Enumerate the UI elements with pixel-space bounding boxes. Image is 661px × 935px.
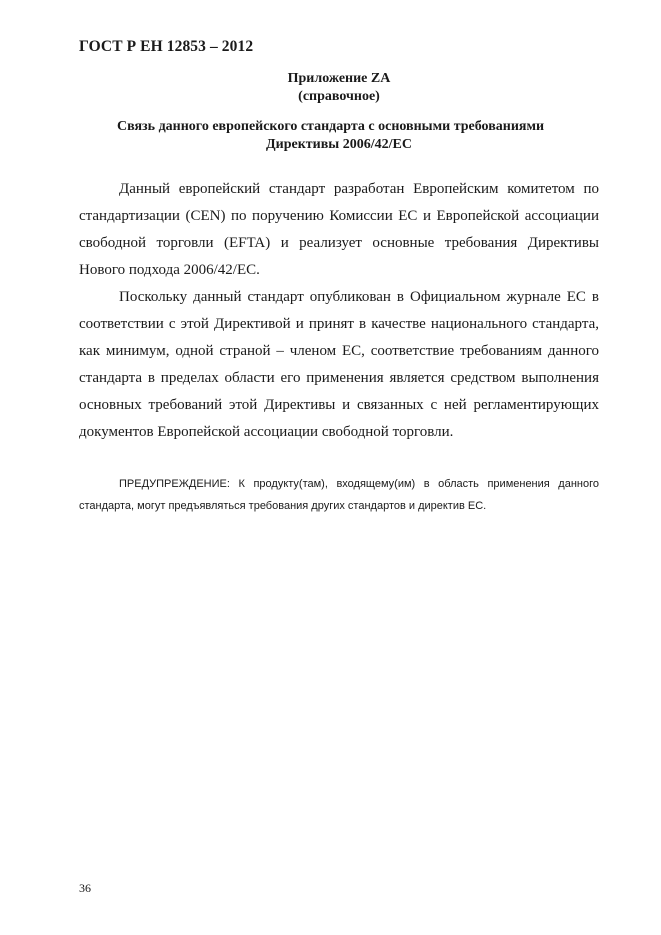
annex-type: (справочное) <box>298 89 380 104</box>
annex-title <box>79 118 599 154</box>
paragraph-1: Данный европейский стандарт разработан Европейским комитетом по стандартизации (CEN) по поручению Комиссии ЕС и Европейской ассоциации свободной торговли (EFTA) и реализует основные требования Директивы Нового подхода 2006/42/ЕС. <box>79 181 599 278</box>
annex-label: Приложение ZA <box>287 71 391 86</box>
paragraph-2: Поскольку данный стандарт опубликован в Официальном журнале ЕС в соответствии с этой Директивой и принят в качестве национального стандарта, как минимум, одной страной – членом ЕС, соответствие требованиям данного стандарта в пределах области его применения является средством выполнения основных требований этой Директивы и связанных с ней регламентирующих документов Европейской ассоциации свободной торговли. <box>79 289 599 440</box>
body-text <box>79 176 599 446</box>
warning-note: ПРЕДУПРЕЖДЕНИЕ: К продукту(там), входящему(им) в область применения данного стандарта, могут предъявляться требования других стандартов и директив ЕС. <box>79 478 599 512</box>
standard-designation: ГОСТ Р ЕН 12853 – 2012 <box>79 38 254 55</box>
annex-title-line-2: Директивы 2006/42/ЕС <box>266 137 412 152</box>
annex-title-line-1: Связь данного европейского стандарта с основными требованиями <box>117 119 545 134</box>
page-number: 36 <box>79 881 91 895</box>
annex-heading <box>79 70 599 106</box>
